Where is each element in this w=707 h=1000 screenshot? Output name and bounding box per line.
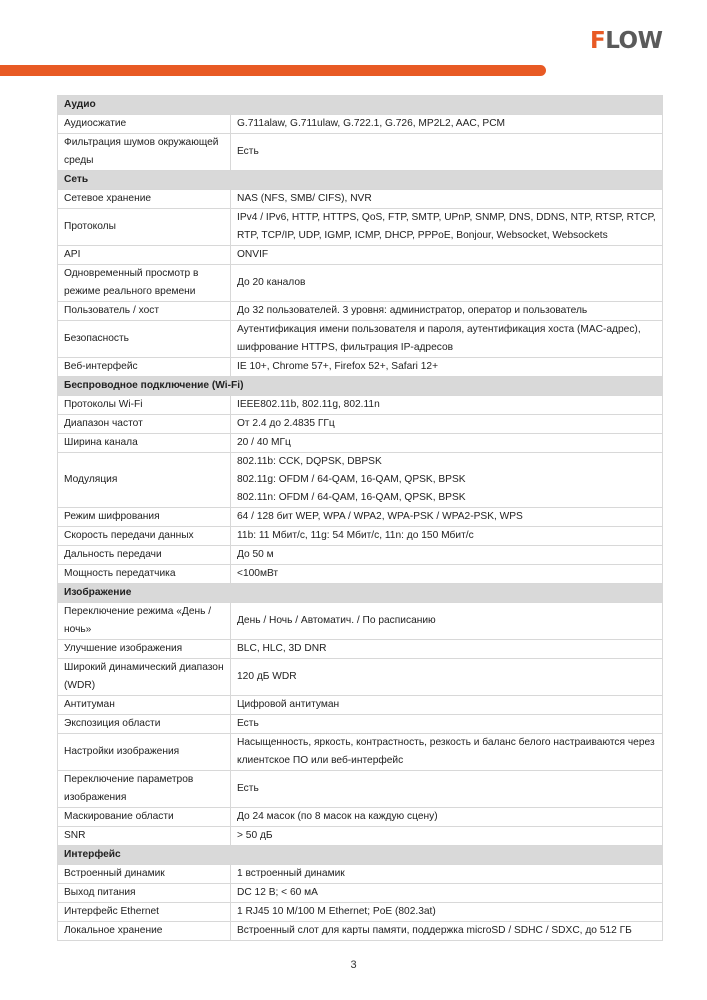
logo-letters: LOW	[605, 28, 663, 54]
spec-row	[58, 903, 663, 922]
spec-row	[58, 565, 663, 584]
spec-key: Антитуман	[58, 696, 231, 715]
spec-value: BLC, HLC, 3D DNR	[231, 640, 663, 659]
spec-value: До 32 пользователей. 3 уровня: администратор, оператор и пользователь	[231, 302, 663, 321]
spec-row	[58, 640, 663, 659]
section-title: Интерфейс	[58, 846, 663, 865]
spec-row	[58, 659, 663, 696]
spec-row	[58, 865, 663, 884]
spec-value: Встроенный слот для карты памяти, поддержка microSD / SDHC / SDXC, до 512 ГБ	[231, 922, 663, 941]
spec-value: G.711alaw, G.711ulaw, G.722.1, G.726, MP2L2, AAC, PCM	[231, 115, 663, 134]
spec-row	[58, 527, 663, 546]
spec-value: До 20 каналов	[231, 265, 663, 302]
spec-row	[58, 546, 663, 565]
spec-row	[58, 434, 663, 453]
spec-key: Локальное хранение	[58, 922, 231, 941]
spec-row	[58, 246, 663, 265]
spec-key: Режим шифрования	[58, 508, 231, 527]
spec-row	[58, 734, 663, 771]
spec-key: Протоколы	[58, 209, 231, 246]
spec-value-line: 802.11g: OFDM / 64-QAM, 16-QAM, QPSK, BPSK	[237, 474, 466, 485]
section-header-row	[58, 96, 663, 115]
spec-row	[58, 508, 663, 527]
spec-key: Настройки изображения	[58, 734, 231, 771]
spec-key: Аудиосжатие	[58, 115, 231, 134]
spec-value: DC 12 В; < 60 мА	[231, 884, 663, 903]
section-title: Сеть	[58, 171, 663, 190]
spec-value: Цифровой антитуман	[231, 696, 663, 715]
spec-value: 1 RJ45 10 M/100 M Ethernet; PoE (802.3at)	[231, 903, 663, 922]
spec-key: Широкий динамический диапазон (WDR)	[58, 659, 231, 696]
spec-value: 64 / 128 бит WEP, WPA / WPA2, WPA-PSK / WPA2-PSK, WPS	[231, 508, 663, 527]
spec-key: Переключение параметров изображения	[58, 771, 231, 808]
spec-key: Дальность передачи	[58, 546, 231, 565]
spec-row	[58, 190, 663, 209]
spec-row	[58, 808, 663, 827]
spec-key: Одновременный просмотр в режиме реального времени	[58, 265, 231, 302]
spec-value: Есть	[231, 134, 663, 171]
spec-row	[58, 115, 663, 134]
spec-value: 120 дБ WDR	[231, 659, 663, 696]
spec-row	[58, 715, 663, 734]
spec-row	[58, 396, 663, 415]
spec-row	[58, 358, 663, 377]
spec-row	[58, 696, 663, 715]
spec-value: IE 10+, Chrome 57+, Firefox 52+, Safari 12+	[231, 358, 663, 377]
spec-row	[58, 415, 663, 434]
spec-key: Протоколы Wi-Fi	[58, 396, 231, 415]
section-header-row	[58, 584, 663, 603]
spec-value: 20 / 40 МГц	[231, 434, 663, 453]
spec-value: > 50 дБ	[231, 827, 663, 846]
section-title: Изображение	[58, 584, 663, 603]
spec-row	[58, 265, 663, 302]
spec-value: До 50 м	[231, 546, 663, 565]
spec-key: Маскирование области	[58, 808, 231, 827]
section-title: Беспроводное подключение (Wi-Fi)	[58, 377, 663, 396]
spec-value-line: 802.11b: CCK, DQPSK, DBPSK	[237, 456, 382, 467]
spec-key: Переключение режима «День / ночь»	[58, 603, 231, 640]
spec-key: Интерфейс Ethernet	[58, 903, 231, 922]
spec-key: Пользователь / хост	[58, 302, 231, 321]
spec-key: Веб-интерфейс	[58, 358, 231, 377]
spec-value: 1 встроенный динамик	[231, 865, 663, 884]
spec-value: Аутентификация имени пользователя и пароля, аутентификация хоста (MAC-адрес), шифрование HTTPS, фильтрация IP-адресов	[231, 321, 663, 358]
spec-value: День / Ночь / Автоматич. / По расписанию	[231, 603, 663, 640]
spec-value: NAS (NFS, SMB/ CIFS), NVR	[231, 190, 663, 209]
spec-key: Ширина канала	[58, 434, 231, 453]
spec-key: Сетевое хранение	[58, 190, 231, 209]
spec-table	[57, 95, 663, 941]
header-accent-bar	[0, 65, 546, 76]
page-number: 3	[350, 959, 357, 971]
spec-key: SNR	[58, 827, 231, 846]
spec-value: IEEE802.11b, 802.11g, 802.11n	[231, 396, 663, 415]
spec-row	[58, 321, 663, 358]
spec-value: Есть	[231, 771, 663, 808]
spec-value: IPv4 / IPv6, HTTP, HTTPS, QoS, FTP, SMTP, UPnP, SNMP, DNS, DDNS, NTP, RTSP, RTCP, RTP, TCP/IP, UDP, IGMP, ICMP, DHCP, PPPoE, Bonjour, Websocket, Websockets	[231, 209, 663, 246]
spec-key: Модуляция	[58, 453, 231, 508]
spec-row	[58, 827, 663, 846]
spec-value: ONVIF	[231, 246, 663, 265]
spec-key: API	[58, 246, 231, 265]
spec-key: Скорость передачи данных	[58, 527, 231, 546]
section-header-row	[58, 171, 663, 190]
spec-key: Мощность передатчика	[58, 565, 231, 584]
spec-row	[58, 922, 663, 941]
spec-value-line: 802.11n: OFDM / 64-QAM, 16-QAM, QPSK, BPSK	[237, 492, 466, 503]
spec-row	[58, 603, 663, 640]
spec-value	[231, 453, 663, 508]
section-header-row	[58, 377, 663, 396]
spec-value: Есть	[231, 715, 663, 734]
spec-row	[58, 134, 663, 171]
spec-row	[58, 884, 663, 903]
spec-key: Выход питания	[58, 884, 231, 903]
logo-letter-f: F	[590, 28, 606, 54]
spec-row	[58, 771, 663, 808]
spec-value: 11b: 11 Мбит/с, 11g: 54 Мбит/с, 11n: до 150 Мбит/с	[231, 527, 663, 546]
spec-row	[58, 453, 663, 508]
spec-key: Встроенный динамик	[58, 865, 231, 884]
spec-value: <100мВт	[231, 565, 663, 584]
spec-row	[58, 302, 663, 321]
spec-key: Фильтрация шумов окружающей среды	[58, 134, 231, 171]
spec-key: Безопасность	[58, 321, 231, 358]
spec-value: От 2.4 до 2.4835 ГГц	[231, 415, 663, 434]
spec-value: До 24 масок (по 8 масок на каждую сцену)	[231, 808, 663, 827]
spec-key: Улучшение изображения	[58, 640, 231, 659]
spec-key: Экспозиция области	[58, 715, 231, 734]
spec-key: Диапазон частот	[58, 415, 231, 434]
spec-row	[58, 209, 663, 246]
section-header-row	[58, 846, 663, 865]
section-title: Аудио	[58, 96, 663, 115]
spec-value: Насыщенность, яркость, контрастность, резкость и баланс белого настраиваются через клиентское ПО или веб-интерфейс	[231, 734, 663, 771]
flow-logo	[590, 29, 662, 53]
